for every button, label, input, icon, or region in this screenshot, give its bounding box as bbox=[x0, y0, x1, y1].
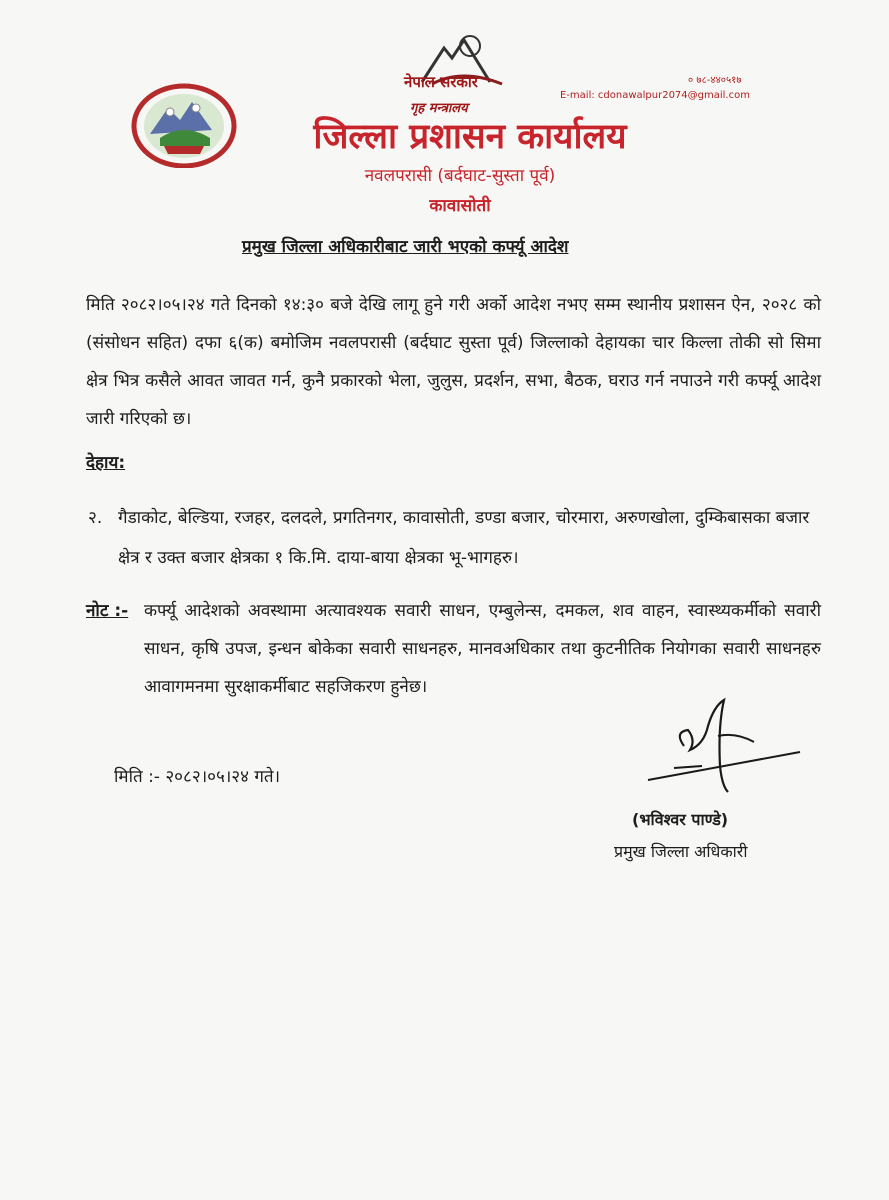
signer-name: (भविश्वर पाण्डे) bbox=[632, 810, 729, 829]
body-paragraph: मिति २०८२।०५।२४ गते दिनको १४:३० बजे देखि लागू हुने गरी अर्को आदेश नभए सम्म स्थानीय प्रशासन ऐन, २०२८ को (संसोधन सहित) दफा ६(क) बमोजिम नवलपरासी (बर्दघाट सुस्ता पूर्व) जिल्लाको देहायका चार किल्ला तोकी सो सिमा क्षेत्र भित्र कसैले आवत जावत गर्न, कुनै प्रकारको भेला, जुलुस, प्रदर्शन, सभा, बैठक, घराउ गर्न नपाउने गरी कर्फ्यू आदेश जारी गरिएको छ। bbox=[86, 295, 821, 429]
schedule-item-text: गैडाकोट, बेल्डिया, रजहर, दलदले, प्रगतिनगर, कावासोती, डण्डा बजार, चोरमारा, अरुणखोला, दुम्किबासका बजार क्षेत्र र उक्त बजार क्षेत्रका १ कि.मि. दाया-बाया क्षेत्रका भू-भागहरु। bbox=[118, 508, 810, 568]
seal-text-ministry: गृह मन्त्रालय bbox=[410, 101, 468, 116]
signer-title: प्रमुख जिल्ला अधिकारी bbox=[614, 842, 748, 861]
seal-text-government: नेपाल सरकार bbox=[404, 73, 478, 91]
phone-number: ० ७८-४४०५१७ bbox=[688, 75, 742, 86]
nepal-emblem-icon bbox=[130, 82, 238, 168]
letter-subject: प्रमुख जिल्ला अधिकारीबाट जारी भएको कर्फ्यू आदेश bbox=[242, 237, 569, 257]
note-text: कर्फ्यू आदेशको अवस्थामा अत्यावश्यक सवारी साधन, एम्बुलेन्स, दमकल, शव वाहन, स्वास्थ्यकर्मीको सवारी साधन, कृषि उपज, इन्धन बोकेका सवारी साधनहरु, मानवअधिकार तथा कुटनीतिक नियोगका सवारी साधनहरु आवागमनमा सुरक्षाकर्मीबाट सहजिकरण हुनेछ। bbox=[144, 601, 821, 697]
office-title: जिल्ला प्रशासन कार्यालय bbox=[313, 117, 627, 157]
office-district: नवलपरासी (बर्दघाट-सुस्ता पूर्व) bbox=[364, 166, 556, 186]
office-place: कावासोती bbox=[429, 196, 491, 216]
schedule-heading: देहाय: bbox=[86, 453, 126, 473]
schedule-item-number: २. bbox=[88, 508, 103, 528]
email-address: E-mail: cdonawalpur2074@gmail.com bbox=[560, 90, 750, 101]
note-label: नोट :- bbox=[86, 601, 129, 621]
signature-mark bbox=[644, 696, 804, 796]
date-line: मिति :- २०८२।०५।२४ गते। bbox=[114, 767, 281, 787]
